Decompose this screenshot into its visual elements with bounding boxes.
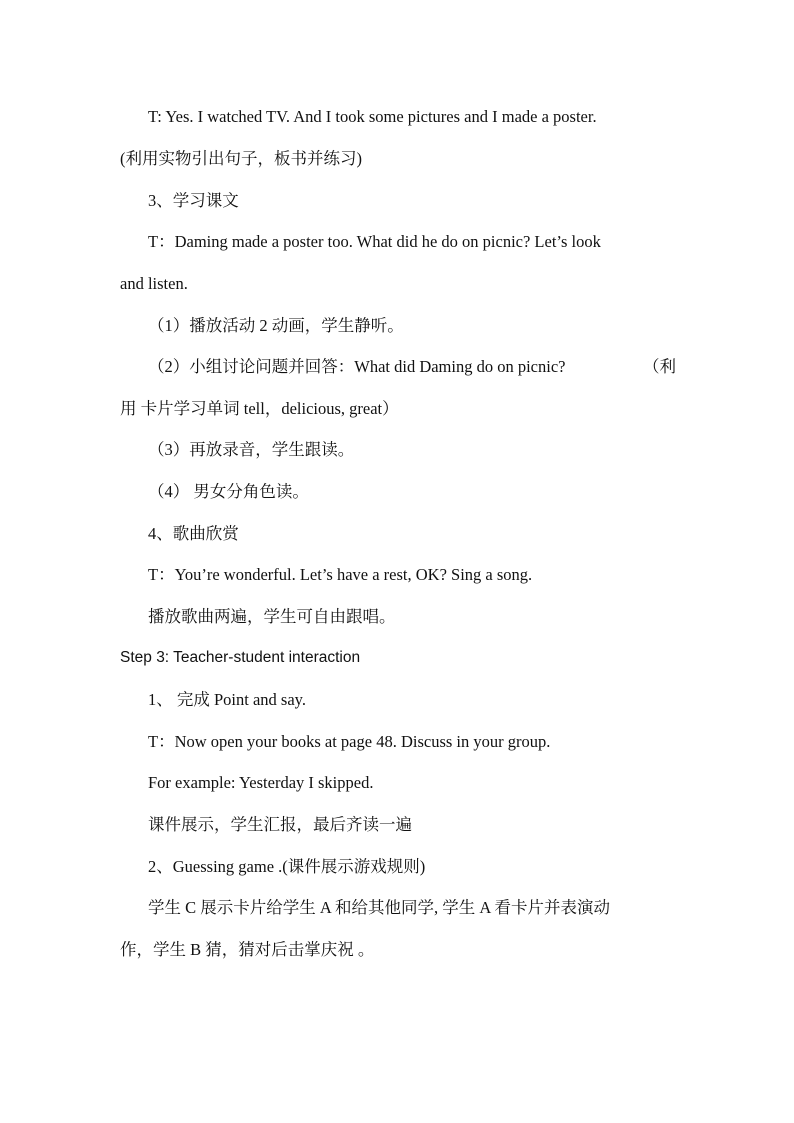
list-item: （3）再放录音，学生跟读。	[148, 440, 355, 459]
paragraph-line: 作，学生 B 猜，猜对后击掌庆祝 。	[120, 940, 375, 959]
list-item: （1）播放活动 2 动画，学生静听。	[148, 316, 404, 335]
paragraph-line: T：Now open your books at page 48. Discuss in your group.	[148, 732, 551, 751]
paragraph-line: 课件展示，学生汇报，最后齐读一遍	[148, 815, 412, 834]
paragraph-line: 学生 C 展示卡片给学生 A 和给其他同学, 学生 A 看卡片并表演动	[148, 898, 611, 917]
paragraph-line: For example: Yesterday I skipped.	[148, 773, 374, 792]
paragraph-line: T：Daming made a poster too. What did he do on picnic? Let’s look	[148, 232, 601, 251]
paragraph-line: 用 卡片学习单词 tell，delicious, great）	[120, 399, 399, 418]
list-item-text-tail: （利	[643, 357, 676, 376]
list-item-text: （2）小组讨论问题并回答：What did Daming do on picnic?	[148, 357, 566, 376]
section-number-line: 2、Guessing game .(课件展示游戏规则)	[148, 857, 426, 876]
paragraph-line: (利用实物引出句子，板书并练习)	[120, 149, 362, 168]
list-item	[148, 355, 676, 379]
paragraph-line: 播放歌曲两遍，学生可自由跟唱。	[148, 607, 396, 626]
section-number-line: 1、 完成 Point and say.	[148, 690, 306, 709]
list-item: （4） 男女分角色读。	[148, 482, 309, 501]
step-heading: Step 3: Teacher-student interaction	[120, 649, 361, 666]
section-number-line: 4、歌曲欣赏	[148, 524, 239, 543]
section-number-line: 3、学习课文	[148, 191, 239, 210]
paragraph-line: T：You’re wonderful. Let’s have a rest, OK? Sing a song.	[148, 565, 533, 584]
paragraph-line: T: Yes. I watched TV. And I took some pictures and I made a poster.	[148, 107, 597, 126]
paragraph-line: and listen.	[120, 274, 188, 293]
